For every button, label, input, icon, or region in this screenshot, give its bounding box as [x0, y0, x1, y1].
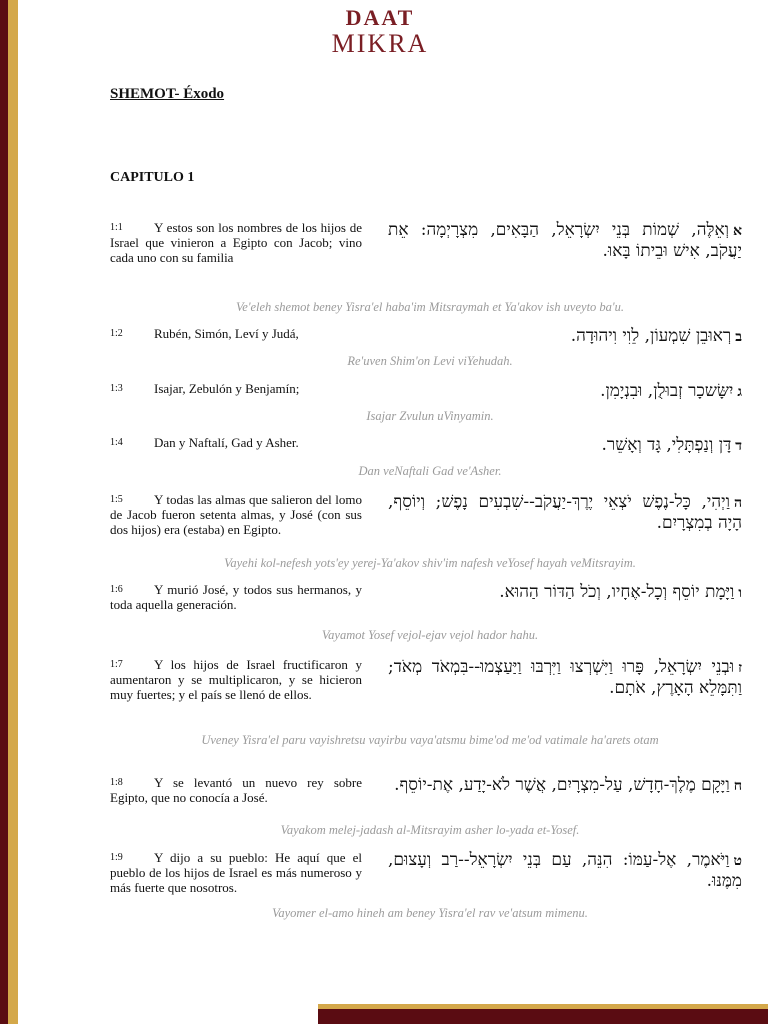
hebrew-text: ברְאוּבֵן שִׁמְעוֹן, לֵוִי וִיהוּדָה. [570, 326, 742, 346]
verse-ref: 1:1 [110, 222, 123, 233]
transliteration: Isajar Zvulun uVinyamin. [366, 409, 494, 423]
transliteration: Vayakom melej-jadash al-Mitsrayim asher lo-yada et-Yosef. [280, 823, 580, 837]
spanish-text: Y estos son los nombres de los hijos de Israel que vinieron a Egipto con Jacob; vino cada uno con su familia [110, 220, 362, 265]
transliteration: Vayehi kol-nefesh yots'ey yerej-Ya'akov shiv'im nafesh veYosef hayah veMitsrayim. [224, 556, 636, 570]
spanish-text: Dan y Naftalí, Gad y Asher. [154, 435, 299, 450]
hebrew-text: ווַיָּמָת יוֹסֵף וְכָל-אֶחָיו, וְכֹל הַדּוֹר הַהוּא. [499, 582, 742, 602]
transliteration: Vayamot Yosef vejol-ejav vejol hador hahu. [321, 628, 539, 642]
spanish-text: Y todas las almas que salieron del lomo de Jacob fueron setenta almas, y José (con sus dos hijos) era (estaba) en Egipto. [110, 492, 362, 537]
logo-line-2: MIKRA [331, 29, 429, 58]
transliteration: Uveney Yisra'el paru vayishretsu vayirbu vaya'atsmu bime'od me'od vatimale ha'arets otam [201, 733, 659, 747]
daat-mikra-logo [320, 6, 440, 58]
spanish-text: Y los hijos de Israel fructificaron y aumentaron y se multiplicaron, y se hicieron muy fuertes; y el país se llenó de ellos. [110, 657, 362, 702]
hebrew-text: דדָּן וְנַפְתָּלִי, גָּד וְאָשֵׁר. [601, 435, 742, 455]
verse-ref: 1:6 [110, 584, 123, 595]
left-border-gold [8, 0, 18, 1024]
verse-ref: 1:2 [110, 328, 123, 339]
spanish-text: Y dijo a su pueblo: He aquí que el pueblo de los hijos de Israel es más numeroso y más fuerte que nosotros. [110, 850, 362, 895]
hebrew-text: טוַיֹּאמֶר, אֶל-עַמּוֹ: הִנֵּה, עַם בְּנֵי יִשְׂרָאֵל--רַב וְעָצוּם, מִמֶּנּוּ. [388, 850, 742, 891]
left-border-dark [0, 0, 8, 1024]
spanish-text: Isajar, Zebulón y Benjamín; [154, 381, 300, 396]
verse-ref: 1:9 [110, 852, 123, 863]
book-title: SHEMOT- Éxodo [110, 86, 225, 102]
spanish-text: Rubén, Simón, Leví y Judá, [154, 326, 299, 341]
transliteration: Ve'eleh shemot beney Yisra'el haba'im Mitsraymah et Ya'akov ish uveyto ba'u. [236, 300, 624, 314]
verse-ref: 1:5 [110, 494, 123, 505]
bottom-border-dark [318, 1009, 768, 1024]
left-border-gap [18, 0, 21, 1024]
hebrew-text: חוַיָּקָם מֶלֶךְ-חָדָשׁ, עַל-מִצְרָיִם, אֲשֶׁר לֹא-יָדַע, אֶת-יוֹסֵף. [394, 775, 742, 795]
spanish-text: Y murió José, y todos sus hermanos, y toda aquella generación. [110, 582, 362, 612]
transliteration: Re'uven Shim'on Levi viYehudah. [347, 354, 513, 368]
chapter-heading: CAPITULO 1 [110, 170, 195, 185]
logo-line-1: DAAT [345, 5, 415, 30]
transliteration: Vayomer el-amo hineh am beney Yisra'el rav ve'atsum mimenu. [272, 906, 588, 920]
verse-ref: 1:3 [110, 383, 123, 394]
verse-ref: 1:4 [110, 437, 123, 448]
spanish-text: Y se levantó un nuevo rey sobre Egipto, que no conocía a José. [110, 775, 362, 805]
transliteration: Dan veNaftali Gad ve'Asher. [358, 464, 502, 478]
hebrew-text: אוְאֵלֶּה, שְׁמוֹת בְּנֵי יִשְׂרָאֵל, הַבָּאִים, מִצְרָיְמָה: אֵת יַעֲקֹב, אִישׁ וּבֵיתוֹ בָּאוּ. [388, 220, 742, 261]
verse-ref: 1:7 [110, 659, 123, 670]
hebrew-text: הוַיְהִי, כָּל-נֶפֶשׁ יֹצְאֵי יֶרֶךְ-יַעֲקֹב--שִׁבְעִים נָפֶשׁ; וְיוֹסֵף, הָיָה בְמִצְרָיִם. [388, 492, 742, 533]
hebrew-text: גיִשָּׂשכָר זְבוּלֻן, וּבִנְיָמִן. [600, 381, 742, 401]
verse-ref: 1:8 [110, 777, 123, 788]
hebrew-text: זוּבְנֵי יִשְׂרָאֵל, פָּרוּ וַיִּשְׁרְצוּ וַיִּרְבּוּ וַיַּעַצְמוּ--בִּמְאֹד מְאֹד; וַתִּמָּלֵא הָאָרֶץ, אֹתָם. [388, 657, 742, 698]
